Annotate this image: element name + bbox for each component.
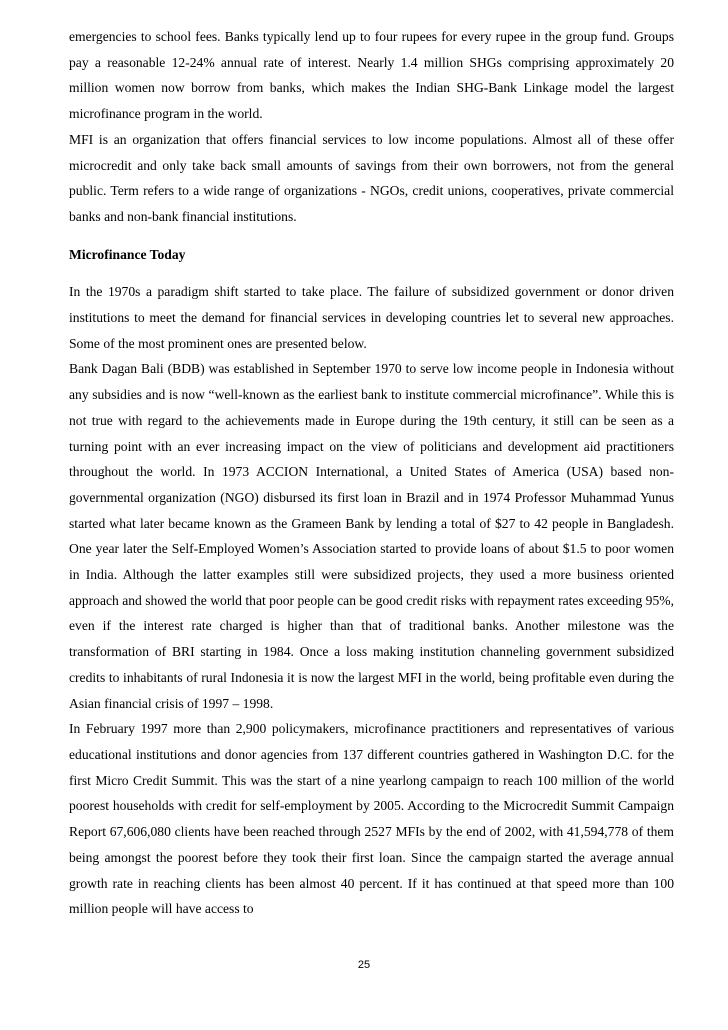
paragraph-micro-credit-summit: In February 1997 more than 2,900 policymakers, microfinance practitioners and representatives of various educational institutions and donor agencies from 137 different countries gathered in Washington D.C. for the first Micro Credit Summit. This was the start of a nine yearlong campaign to reach 100 million of the world poorest households with credit for self-employment by 2005. According to the Microcredit Summit Campaign Report 67,606,080 clients have been reached through 2527 MFIs by the end of 2002, with 41,594,778 of them being amongst the poorest before they took their first loan. Since the campaign started the average annual growth rate in reaching clients has been almost 40 percent. If it has continued at that speed more than 100 million people will have access to (69, 721, 674, 917)
paragraph-mfi-definition: MFI is an organization that offers financial services to low income populations. Almost all of these offer microcredit and only take back small amounts of savings from their own borrowers, not from the general public. Term refers to a wide range of organizations - NGOs, credit unions, cooperatives, private commercial banks and non-bank financial institutions. (69, 131, 674, 224)
spacer (69, 267, 674, 279)
paragraph-paradigm-shift: In the 1970s a paradigm shift started to take place. The failure of subsidized government or donor driven institutions to meet the demand for financial services in developing countries let to several new approaches. Some of the most prominent ones are presented below. (69, 284, 674, 351)
document-page (69, 24, 674, 922)
paragraph-shg-linkage: emergencies to school fees. Banks typically lend up to four rupees for every rupee in the group fund. Groups pay a reasonable 12-24% annual rate of interest. Nearly 1.4 million SHGs comprising approximately 20 million women now borrow from banks, which makes the Indian SHG-Bank Linkage model the largest microfinance program in the world. (69, 29, 674, 122)
page-number: 25 (357, 959, 371, 971)
spacer (69, 230, 674, 242)
paragraph-bank-dagan-bali: Bank Dagan Bali (BDB) was established in September 1970 to serve low income people in Indonesia without any subsidies and is now “well-known as the earliest bank to institute commercial microfinance”. While this is not true with regard to the achievements made in Europe during the 19th century, it still can be seen as a turning point with an ever increasing impact on the view of politicians and development aid practitioners throughout the world. In 1973 ACCION International, a United States of America (USA) based non-governmental organization (NGO) disbursed its first loan in Brazil and in 1974 Professor Muhammad Yunus started what later became known as the Grameen Bank by lending a total of $27 to 42 people in Bangladesh. One year later the Self-Employed Women’s Association started to provide loans of about $1.5 to poor women in India. Although the latter examples still were subsidized projects, they used a more business oriented approach and showed the world that poor people can be good credit risks with repayment rates exceeding 95%, even if the interest rate charged is higher than that of traditional banks. Another milestone was the transformation of BRI starting in 1984. Once a loss making institution channeling government subsidized credits to inhabitants of rural Indonesia it is now the largest MFI in the world, being profitable even during the Asian financial crisis of 1997 – 1998. (69, 361, 674, 711)
section-heading: Microfinance Today (69, 246, 186, 262)
